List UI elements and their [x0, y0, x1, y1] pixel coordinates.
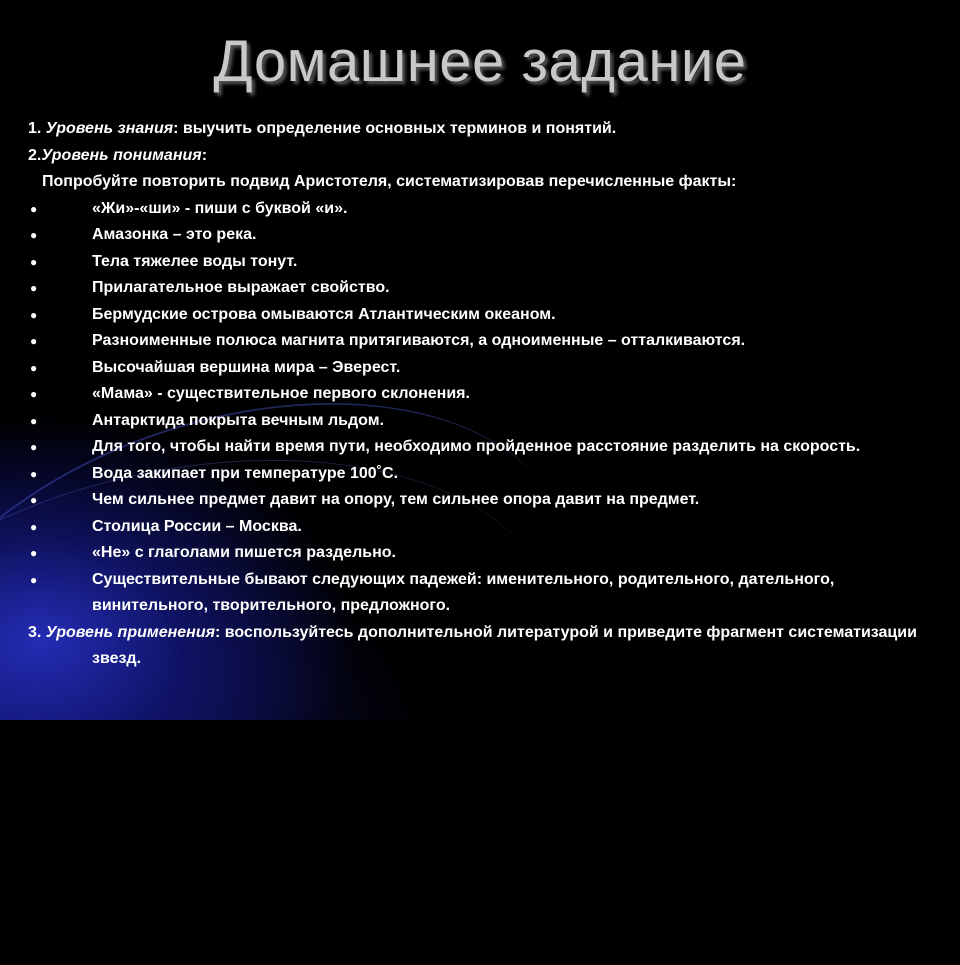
bullet-icon: ● [30, 360, 38, 375]
fact-item [28, 487, 938, 514]
fact-item [28, 540, 938, 567]
bullet-icon: ● [30, 254, 38, 269]
level-3: 3. Уровень применения: воспользуйтесь дополнительной литературой и приведите фрагмент систематизации звезд. [28, 623, 917, 667]
fact-item [28, 434, 938, 461]
fact-item [28, 567, 938, 620]
fact-item [28, 461, 938, 488]
slide-title: Домашнее задание [213, 29, 747, 94]
level-2: 2.Уровень понимания: [28, 146, 208, 164]
fact-text: Антарктида покрыта вечным льдом. [92, 411, 384, 429]
facts-list [28, 196, 938, 620]
fact-text: Тела тяжелее воды тонут. [92, 252, 298, 270]
level-2-label: Уровень понимания [41, 146, 202, 164]
bullet-icon: ● [30, 201, 38, 216]
fact-text: Амазонка – это река. [92, 226, 257, 243]
fact-item [28, 328, 938, 355]
bullet-icon: ● [30, 228, 38, 242]
level-2-intro: Попробуйте повторить подвид Аристотеля, систематизировав перечисленные факты: [42, 173, 737, 190]
slide-body [28, 116, 938, 673]
fact-item [28, 514, 938, 541]
fact-item [28, 222, 938, 249]
fact-item [28, 355, 938, 382]
level-3-label: Уровень применения [45, 623, 216, 641]
bullet-icon: ● [30, 307, 38, 322]
fact-item [28, 196, 938, 223]
fact-text: Столица России – Москва. [92, 517, 302, 535]
bullet-icon: ● [30, 466, 38, 481]
bullet-icon: ● [30, 413, 38, 428]
fact-text: «Мама» - существительное первого склонения. [92, 385, 470, 402]
fact-text: Разноименные полюса магнита притягиваются, а одноименные – отталкиваются. [92, 332, 746, 349]
fact-item [28, 381, 938, 408]
fact-text: Вода закипает при температуре 100˚С. [92, 464, 399, 482]
fact-text: Чем сильнее предмет давит на опору, тем сильнее опора давит на предмет. [92, 491, 700, 508]
fact-text: Высочайшая вершина мира – Эверест. [92, 358, 401, 376]
fact-text: «Жи»-«ши» - пиши с буквой «и». [92, 199, 348, 217]
fact-item [28, 275, 938, 302]
bullet-icon: ● [30, 493, 38, 507]
fact-text: Для того, чтобы найти время пути, необходимо пройденное расстояние разделить на скорость. [92, 438, 861, 455]
fact-text: Существительные бывают следующих падежей: именительного, родительного, дательного, винительного, творительного, предложного. [92, 570, 835, 614]
level-1: 1. Уровень знания: выучить определение основных терминов и понятий. [28, 120, 617, 137]
bullet-icon: ● [30, 281, 38, 295]
bullet-icon: ● [30, 440, 38, 454]
bullet-icon: ● [30, 519, 38, 534]
bullet-icon: ● [30, 572, 38, 587]
fact-text: Бермудские острова омываются Атлантическим океаном. [92, 305, 556, 323]
bullet-icon: ● [30, 546, 38, 560]
fact-text: «Не» с глаголами пишется раздельно. [92, 544, 396, 561]
bullet-icon: ● [30, 387, 38, 401]
fact-item [28, 249, 938, 276]
fact-text: Прилагательное выражает свойство. [92, 279, 390, 296]
fact-item [28, 408, 938, 435]
level-1-label: Уровень знания [45, 120, 174, 137]
bullet-icon: ● [30, 334, 38, 348]
fact-item [28, 302, 938, 329]
